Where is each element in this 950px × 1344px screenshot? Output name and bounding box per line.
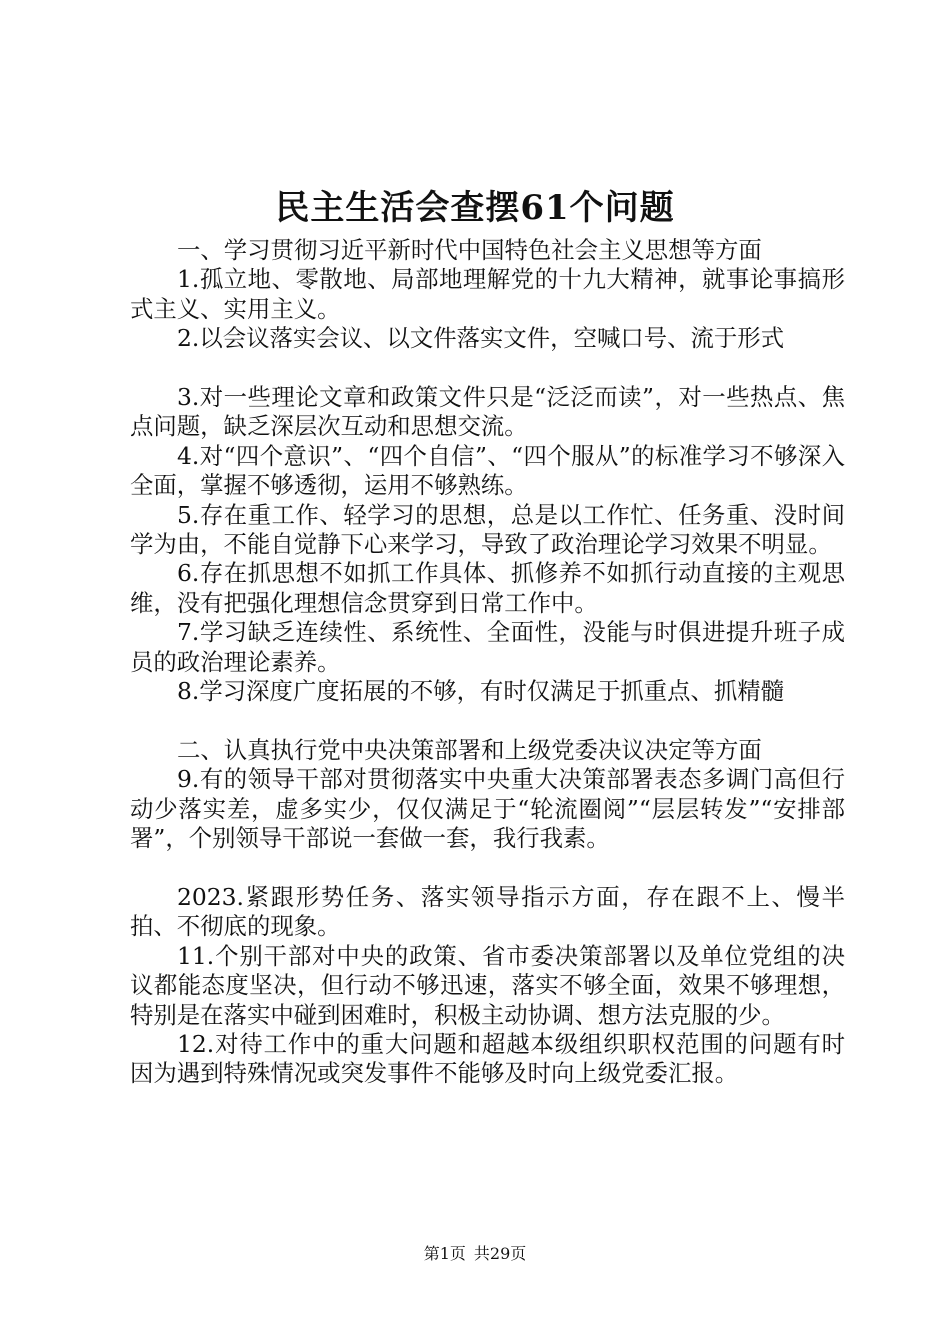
page-total: 共29页 [473, 1244, 527, 1263]
paragraph-item-11: 11.个别干部对中央的政策、省市委决策部署以及单位党组的决议都能态度坚决，但行动不够迅速，落实不够全面，效果不够理想，特别是在落实中碰到困难时，积极主动协调、想方法克服的少。 [130, 941, 845, 1029]
document-title: 民主生活会查摆61个问题 [275, 188, 675, 228]
section-heading-2: 二、认真执行党中央决策部署和上级党委决议决定等方面 [177, 735, 762, 764]
paragraph-item-2: 2.以会议落实会议、以文件落实文件，空喊口号、流于形式 [177, 324, 785, 353]
page-footer [0, 1243, 950, 1265]
paragraph-item-4: 4.对“四个意识”、“四个自信”、“四个服从”的标准学习不够深入全面，掌握不够透彻，运用不够熟练。 [130, 441, 845, 500]
paragraph-item-8: 8.学习深度广度拓展的不够，有时仅满足于抓重点、抓精髓 [177, 677, 785, 706]
paragraph-item-6: 6.存在抓思想不如抓工作具体、抓修养不如抓行动直接的主观思维，没有把强化理想信念贯穿到日常工作中。 [130, 559, 845, 617]
section-heading-1: 一、学习贯彻习近平新时代中国特色社会主义思想等方面 [177, 236, 762, 264]
document-body [130, 236, 845, 1089]
paragraph-item-12: 12.对待工作中的重大问题和超越本级组织职权范围的问题有时因为遇到特殊情况或突发事件不能够及时向上级党委汇报。 [130, 1029, 845, 1088]
paragraph-item-9: 9.有的领导干部对贯彻落实中央重大决策部署表态多调门高但行动少落实差，虚多实少，仅仅满足于“轮流圈阅”“层层转发”“安排部署”，个别领导干部说一套做一套，我行我素。 [130, 765, 845, 853]
paragraph-item-10: 2023.紧跟形势任务、落实领导指示方面，存在跟不上、慢半拍、不彻底的现象。 [130, 882, 845, 941]
page-number: 第1页 [423, 1244, 466, 1263]
paragraph-item-7: 7.学习缺乏连续性、系统性、全面性，没能与时俱进提升班子成员的政治理论素养。 [130, 618, 845, 676]
paragraph-item-5: 5.存在重工作、轻学习的思想，总是以工作忙、任务重、没时间学为由，不能自觉静下心来学习，导致了政治理论学习效果不明显。 [130, 500, 845, 559]
paragraph-item-1: 1.孤立地、零散地、局部地理解党的十九大精神，就事论事搞形式主义、实用主义。 [130, 265, 845, 323]
paragraph-item-3: 3.对一些理论文章和政策文件只是“泛泛而读”，对一些热点、焦点问题，缺乏深层次互动和思想交流。 [130, 383, 845, 441]
